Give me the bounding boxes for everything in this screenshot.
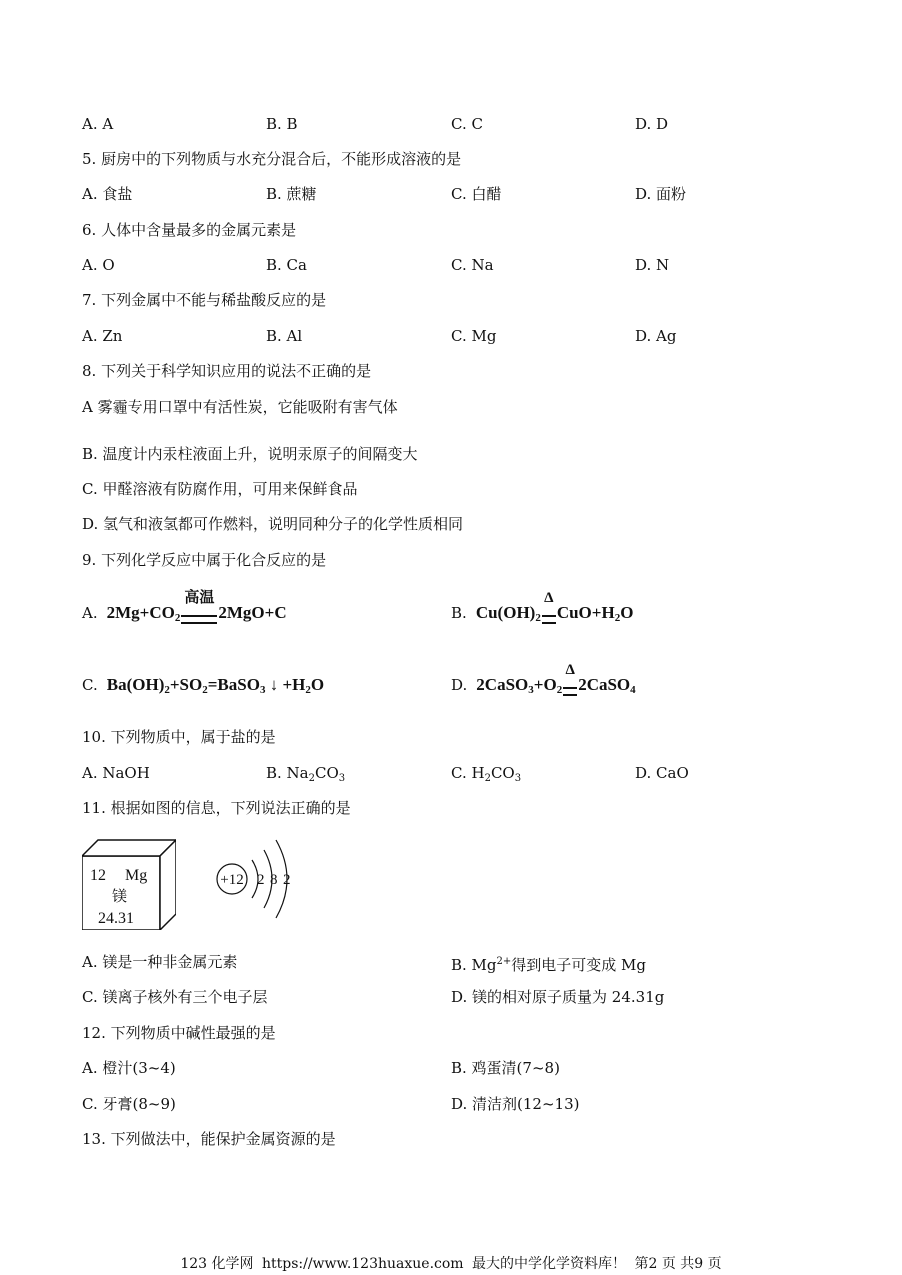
q10-option-c-mid: CO [490, 764, 515, 782]
q6-option-c: C. Na [451, 256, 494, 274]
equals-sign-icon [181, 615, 217, 624]
q8-option-b: B. 温度计内汞柱液面上升，说明汞原子的间隔变大 [82, 445, 418, 463]
q9-option-c [82, 675, 324, 700]
q6-stem: 6. 人体中含量最多的金属元素是 [82, 221, 297, 239]
equals-sign-icon [563, 687, 577, 696]
q10-option-b-mid: CO [315, 764, 339, 782]
q10-option-c [451, 763, 521, 789]
q10-option-a: A. NaOH [82, 764, 150, 782]
q11-option-a: A. 镁是一种非金属元素 [82, 953, 238, 971]
q8-option-a: A 雾霾专用口罩中有活性炭，它能吸附有害气体 [82, 398, 398, 416]
atomic-structure-diagram [214, 838, 304, 920]
shell-count-1: 2 [257, 872, 265, 888]
q6-option-b: B. Ca [266, 256, 307, 274]
q12-option-b: B. 鸡蛋清(7~8) [451, 1059, 560, 1077]
q4-option-a: A. A [82, 115, 114, 133]
q9-option-d [451, 662, 636, 700]
q10-option-b-sub: 2 [308, 773, 316, 784]
q9-condition-heat-d: Δ [565, 662, 575, 678]
q10-stem: 10. 下列物质中，属于盐的是 [82, 728, 276, 746]
q4-option-d: D. D [635, 115, 669, 133]
element-atomic-mass: 24.31 [98, 910, 134, 927]
q8-stem: 8. 下列关于科学知识应用的说法不正确的是 [82, 362, 372, 380]
q9-condition-high-temp: 高温 [184, 590, 215, 606]
q7-stem: 7. 下列金属中不能与稀盐酸反应的是 [82, 291, 327, 309]
q9-equation-d: $2CaSO_3+O_2$ Δ 2CaSO$_4$ [472, 662, 636, 696]
precipitate-arrow-icon: ↓ [269, 675, 279, 694]
q6-option-d: D. N [635, 256, 670, 274]
q11-stem: 11. 根据如图的信息，下列说法正确的是 [82, 799, 351, 817]
element-symbol: Mg [125, 867, 148, 884]
q10-option-c-sub: 2 [484, 773, 491, 784]
q8-option-d: D. 氢气和液氢都可作燃料，说明同种分子的化学性质相同 [82, 515, 464, 533]
q9-option-a [82, 590, 287, 628]
q5-option-c: C. 白醋 [451, 185, 502, 203]
q9-option-b [451, 590, 634, 628]
element-atomic-number: 12 [90, 867, 106, 884]
q9-label-b: B. [451, 604, 467, 622]
shell-count-3: 2 [283, 872, 291, 888]
q7-option-d: D. Ag [635, 327, 677, 345]
q10-option-b-sub3: 3 [338, 773, 346, 784]
q11-option-b-charge: 2+ [496, 956, 512, 967]
q9-condition-heat-b: Δ [544, 590, 554, 606]
page-footer [0, 1255, 902, 1273]
q10-option-c-sub3: 3 [514, 773, 522, 784]
q9-equation-a: $2Mg+CO_2$ 高温 2MgO+C [102, 590, 287, 624]
footer-slogan: 最大的中学化学资料库！ [472, 1256, 627, 1272]
q12-option-a: A. 橙汁(3~4) [82, 1059, 176, 1077]
shell-count-2: 8 [270, 872, 278, 888]
q9-label-c: C. [82, 676, 98, 694]
q11-option-b-prefix: B. Mg [451, 956, 497, 974]
q9-equation-c: $Ba(OH)_2+SO_2=BaSO_3$ ↓ $+H_2O$ [102, 675, 325, 696]
q7-option-c: C. Mg [451, 327, 497, 345]
q11-option-b-suffix: 得到电子可变成 Mg [511, 956, 647, 974]
periodic-element-cell [82, 838, 176, 930]
q4-option-b: B. B [266, 115, 298, 133]
q5-option-d: D. 面粉 [635, 185, 687, 203]
equals-sign-icon [542, 615, 556, 624]
nucleus-charge: +12 [220, 872, 244, 888]
element-name: 镁 [112, 887, 128, 905]
q12-option-c: C. 牙膏(8~9) [82, 1095, 176, 1113]
q10-option-c-text: C. H [451, 764, 485, 782]
footer-site-name: 123 化学网 [180, 1256, 254, 1272]
q7-option-b: B. Al [266, 327, 303, 345]
q9-stem: 9. 下列化学反应中属于化合反应的是 [82, 551, 327, 569]
q12-stem: 12. 下列物质中碱性最强的是 [82, 1024, 276, 1042]
q8-option-c: C. 甲醛溶液有防腐作用，可用来保鲜食品 [82, 480, 358, 498]
q10-option-b [266, 763, 345, 789]
q4-option-c: C. C [451, 115, 483, 133]
q5-option-a: A. 食盐 [82, 185, 133, 203]
q12-option-d: D. 清洁剂(12~13) [451, 1095, 580, 1113]
q5-option-b: B. 蔗糖 [266, 185, 317, 203]
q10-option-d: D. CaO [635, 764, 689, 782]
footer-url[interactable]: https://www.123huaxue.com [261, 1256, 464, 1272]
q11-option-d: D. 镁的相对原子质量为 24.31g [451, 988, 665, 1006]
q9-label-d: D. [451, 676, 468, 694]
q10-option-b-text: B. Na [266, 764, 309, 782]
footer-page-number: 第2 页 共9 页 [634, 1256, 722, 1272]
q7-option-a: A. Zn [82, 327, 123, 345]
q13-stem: 13. 下列做法中，能保护金属资源的是 [82, 1130, 336, 1148]
q11-option-b [451, 952, 646, 975]
q5-stem: 5. 厨房中的下列物质与水充分混合后，不能形成溶液的是 [82, 150, 462, 168]
q6-option-a: A. O [82, 256, 115, 274]
q11-option-c: C. 镁离子核外有三个电子层 [82, 988, 268, 1006]
q9-label-a: A. [82, 604, 98, 622]
q9-equation-b: $Cu(OH)_2$ Δ $CuO+H_2O$ [471, 590, 634, 624]
